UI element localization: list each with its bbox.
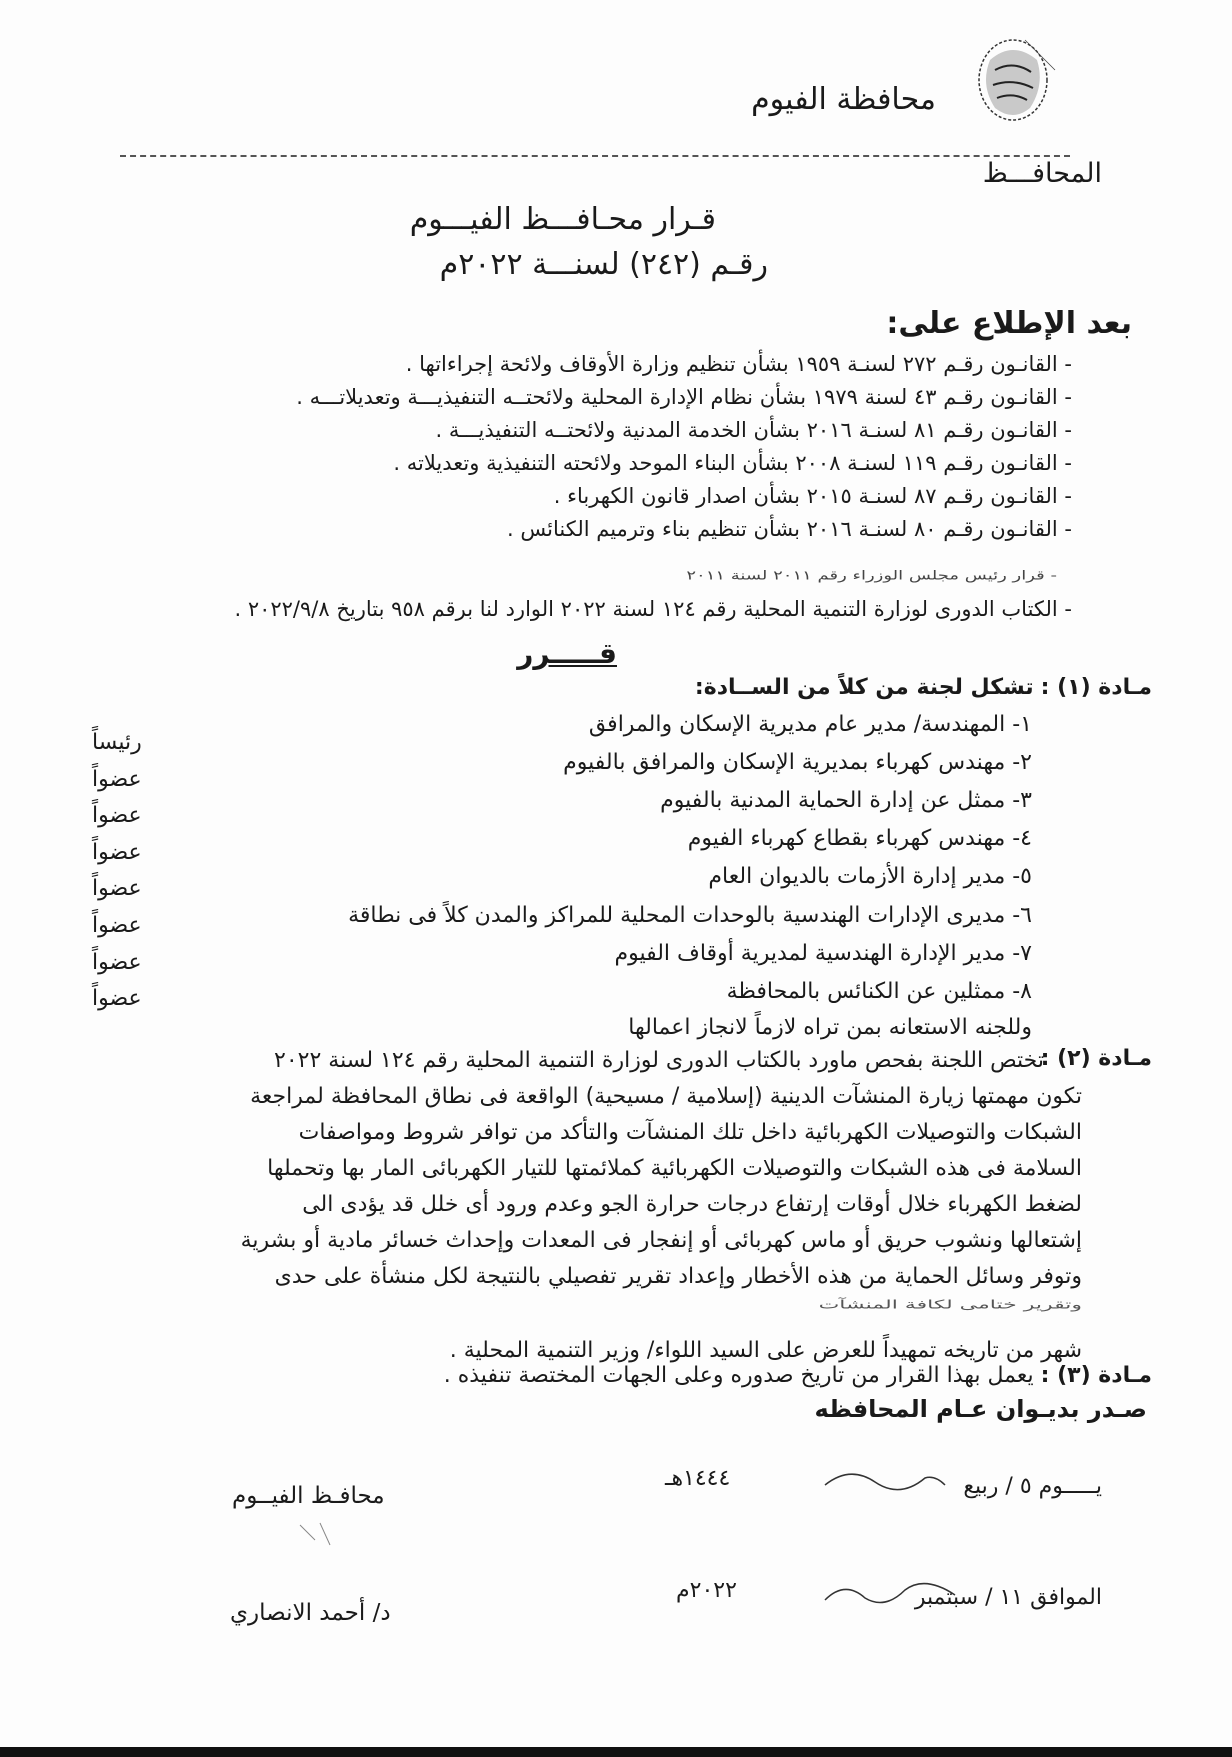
member-role: عضواً — [92, 840, 142, 865]
law-item: - القانـون رقـم ٨١ لسنـة ٢٠١٦ بشأن الخدمة المدنية ولائحتــه التنفيذيـــة . — [435, 418, 1072, 442]
article-3 — [444, 1363, 1152, 1388]
committee-note: وللجنه الاستعانه بمن تراه لازماً لانجاز اعمالها — [628, 1015, 1032, 1040]
gregorian-year: ٢٠٢٢م — [676, 1578, 737, 1603]
committee-member: ٤- مهندس كهرباء بقطاع كهرباء الفيوم — [687, 826, 1032, 851]
law-item: - القانـون رقـم ٢٧٢ لسنـة ١٩٥٩ بشأن تنظيم وزارة الأوقاف ولائحة إجراءاتها . — [405, 352, 1072, 376]
member-role: عضواً — [92, 876, 142, 901]
law-item: - قرار رئيس مجلس الوزراء رقم ٢٠١١ لسنة ٢٠١١ — [686, 568, 1057, 583]
signature-name: د/ أحمد الانصاري — [230, 1600, 391, 1626]
governorate-seal-icon — [965, 30, 1060, 130]
member-role: عضواً — [92, 950, 142, 975]
governorate-header: محافظة الفيوم — [751, 82, 936, 117]
decree-number: رقـم (٢٤٢) لسنـــة ٢٠٢٢م — [439, 247, 768, 282]
member-role: عضواً — [92, 803, 142, 828]
decree-title: قـرار محـافـــظ الفيـــوم — [409, 202, 716, 237]
committee-member: ٥- مدير إدارة الأزمات بالديوان العام — [708, 864, 1032, 889]
member-role: عضواً — [92, 986, 142, 1011]
committee-member: ٦- مديرى الإدارات الهندسية بالوحدات المحلية للمراكز والمدن كلاً فى نطاقة — [348, 903, 1032, 928]
article-3-label: مـادة (٣) : — [1040, 1363, 1152, 1388]
article-2-label: مـادة (٢) : — [1040, 1046, 1152, 1071]
governor-title: المحافـــظ — [982, 158, 1102, 189]
law-item: - القانـون رقـم ٨٠ لسنـة ٢٠١٦ بشأن تنظيم بناء وترميم الكنائس . — [507, 517, 1072, 541]
signature-title: محافـظ الفيــوم — [232, 1483, 385, 1509]
article-2-line: شهر من تاريخه تمهيداً للعرض على السيد اللواء/ وزير التنمية المحلية . — [449, 1338, 1082, 1363]
date-day: يـــــوم ٥ / ربيع — [963, 1474, 1102, 1499]
committee-member: ٧- مدير الإدارة الهندسية لمديرية أوقاف الفيوم — [614, 941, 1032, 966]
article-2-line: تكون مهمتها زيارة المنشآت الدينية (إسلامية / مسيحية) الواقعة فى نطاق المحافظة لمراجعة — [250, 1084, 1082, 1109]
article-1-label: مـادة (١) : — [1040, 675, 1152, 700]
article-1 — [695, 675, 1152, 700]
article-2-line: تختص اللجنة بفحص ماورد بالكتاب الدورى لوزارة التنمية المحلية رقم ١٢٤ لسنة ٢٠٢٢ — [274, 1048, 1044, 1073]
handwriting-mark — [820, 1460, 950, 1500]
handwriting-mark — [290, 1515, 350, 1555]
date-corresponding: الموافق ١١ / سبتمبر — [914, 1585, 1102, 1610]
article-2-line: إشتعالها ونشوب حريق أو ماس كهربائى أو إنفجار فى المعدات وإحداث خسائر مادية أو بشرية — [240, 1228, 1082, 1253]
law-item: - القانـون رقـم ١١٩ لسنـة ٢٠٠٨ بشأن البناء الموحد ولائحته التنفيذية وتعديلاته . — [393, 451, 1072, 475]
article-2-line: الشبكات والتوصيلات الكهربائية داخل تلك المنشآت والتأكد من توافر شروط ومواصفات — [298, 1120, 1082, 1145]
issued-statement: صـدر بديـوان عـام المحافظه — [814, 1395, 1147, 1423]
committee-member: ٢- مهندس كهرباء بمديرية الإسكان والمرافق بالفيوم — [563, 750, 1032, 775]
law-item: - القانـون رقـم ٤٣ لسنة ١٩٧٩ بشأن نظام الإدارة المحلية ولائحتــه التنفيذيـــة وتعديلاتـــه . — [296, 385, 1072, 409]
committee-member: ٣- ممثل عن إدارة الحماية المدنية بالفيوم — [660, 788, 1032, 813]
article-1-text: تشكل لجنة من كلاً من الســادة: — [694, 675, 1034, 700]
law-item: - القانـون رقـم ٨٧ لسنـة ٢٠١٥ بشأن اصدار قانون الكهرباء . — [553, 484, 1072, 508]
header-divider — [120, 155, 1070, 157]
scan-edge — [0, 1747, 1232, 1757]
article-3-text: يعمل بهذا القرار من تاريخ صدوره وعلى الجهات المختصة تنفيذه . — [443, 1363, 1034, 1388]
member-role: عضواً — [92, 767, 142, 792]
member-role: عضواً — [92, 913, 142, 938]
article-2-line: السلامة فى هذه الشبكات والتوصيلات الكهربائية كملائمتها للتيار الكهربائى المار بها وتحملها — [267, 1156, 1082, 1181]
handwriting-mark — [820, 1570, 960, 1615]
decided-heading: قـــــرر — [517, 637, 617, 670]
committee-member: ٨- ممثلين عن الكنائس بالمحافظة — [726, 979, 1032, 1004]
article-2-line: لضغط الكهرباء خلال أوقات إرتفاع درجات حرارة الجو وعدم ورود أى خلل قد يؤدى الى — [302, 1192, 1082, 1217]
law-item: - الكتاب الدورى لوزارة التنمية المحلية رقم ١٢٤ لسنة ٢٠٢٢ الوارد لنا برقم ٩٥٨ بتاريخ ٢٠٢٢/٩/٨ . — [234, 597, 1072, 621]
article-2-line: وتوفر وسائل الحماية من هذه الأخطار وإعداد تقرير تفصيلي بالنتيجة لكل منشأة على حدى — [274, 1264, 1082, 1289]
committee-member: ١- المهندسة/ مدير عام مديرية الإسكان والمرافق — [588, 712, 1032, 737]
after-review-heading: بعد الإطلاع على: — [886, 306, 1132, 341]
article-2-line: وتقرير ختامى لكافة المنشآت — [818, 1298, 1082, 1312]
hijri-year: ١٤٤٤هـ — [665, 1466, 731, 1491]
member-role: رئيساً — [92, 730, 142, 755]
